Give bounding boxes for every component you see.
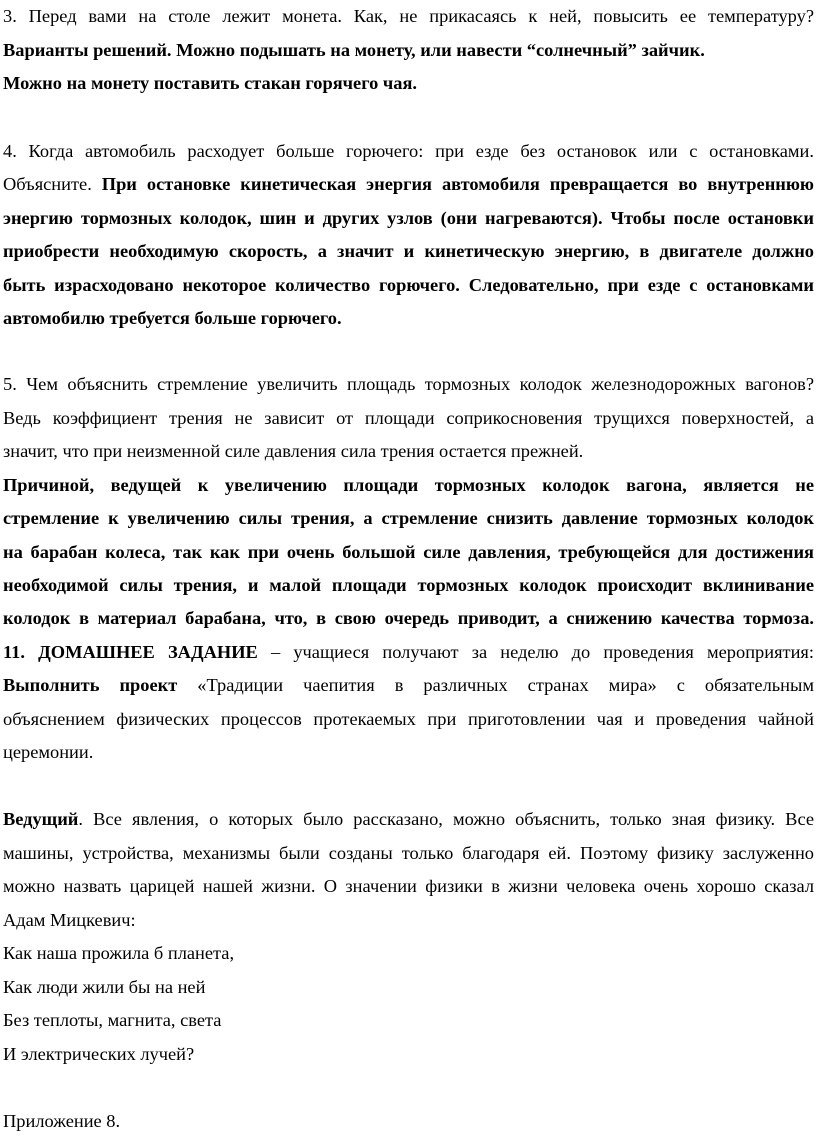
host-line4: Адам Мицкевич: — [3, 910, 136, 930]
homework-project-title: «Традиции чаепития в различных странах мира» с обязательным — [177, 675, 814, 695]
question-4-answer-line6: автомобилю требуется больше горючего. — [3, 308, 342, 328]
question-5-answer-line1: Причиной, ведущей к увеличению площади тормозных колодок вагона, является не — [3, 475, 814, 495]
host-line1 — [3, 808, 814, 832]
host-line2: машины, устройства, механизмы были созданы только благодаря ей. Поэтому физику заслуженно — [3, 843, 814, 863]
question-3-answer: Варианты решений. Можно подышать на монету, или навести “солнечный” зайчик. — [3, 40, 705, 60]
question-5-answer-line3: на барабан колеса, так как при очень большой силе давления, требующейся для достижения — [3, 542, 814, 562]
question-3-answer-cont: Можно на монету поставить стакан горячего чая. — [3, 73, 418, 93]
poem-line: Без теплоты, магнита, света — [3, 1010, 222, 1030]
question-5-answer-line2: стремление к увеличению силы трения, а стремление снизить давление тормозных колодок — [3, 508, 814, 528]
question-3-text: 3. Перед вами на столе лежит монета. Как, не прикасаясь к ней, повысить ее температуру? — [3, 6, 814, 26]
question-5-line2: Ведь коэффициент трения не зависит от площади соприкосновения трущихся поверхностей, а — [3, 408, 814, 428]
host-label: Ведущий — [3, 809, 79, 829]
question-4-answer: При остановке кинетическая энергия автомобиля превращается во внутреннюю — [101, 174, 814, 194]
poem-line: Как наша прожила б планета, — [3, 943, 235, 963]
host-line3: можно назвать царицей нашей жизни. О значении физики в жизни человека очень хорошо сказал — [3, 876, 814, 896]
poem-line: Как люди жили бы на ней — [3, 977, 206, 997]
homework-project-label: Выполнить проект — [3, 675, 178, 695]
question-4-line2 — [3, 173, 814, 197]
question-4-answer-line5: быть израсходовано некоторое количество горючего. Следовательно, при езде с остановками — [3, 275, 814, 295]
question-5-answer-line4: необходимой силы трения, и малой площади тормозных колодок происходит вклинивание — [3, 575, 814, 595]
homework-text: – учащиеся получают за неделю до проведения мероприятия: — [257, 642, 814, 662]
poem-line: И электрических лучей? — [3, 1044, 195, 1064]
question-4-answer-line3: энергию тормозных колодок, шин и других узлов (они нагреваются). Чтобы после остановки — [3, 208, 814, 228]
appendix-label: Приложение 8. — [3, 1111, 121, 1131]
homework-line3: объяснением физических процессов протекаемых при приготовлении чая и проведения чайной — [3, 709, 814, 729]
homework-heading: 11. ДОМАШНЕЕ ЗАДАНИЕ — [3, 642, 258, 662]
question-4-text: 4. Когда автомобиль расходует больше горючего: при езде без остановок или с остановками. — [3, 141, 814, 161]
homework-line4: церемонии. — [3, 742, 94, 762]
host-speech: . Все явления, о которых было рассказано, можно объяснить, только зная физику. Все — [78, 809, 814, 829]
homework-line1 — [3, 641, 814, 665]
question-4-prompt: Объясните. — [3, 174, 102, 194]
question-5-line3: значит, что при неизменной силе давления сила трения остается прежней. — [3, 441, 584, 461]
question-5-answer-line5: колодок в материал барабана, что, в свою очередь приводит, а снижению качества тормоза. — [3, 608, 814, 628]
homework-line2 — [3, 674, 814, 698]
question-4-answer-line4: приобрести необходимую скорость, а значит и кинетическую энергию, в двигателе должно — [3, 241, 814, 261]
question-5-text: 5. Чем объяснить стремление увеличить площадь тормозных колодок железнодорожных вагонов? — [3, 374, 814, 394]
